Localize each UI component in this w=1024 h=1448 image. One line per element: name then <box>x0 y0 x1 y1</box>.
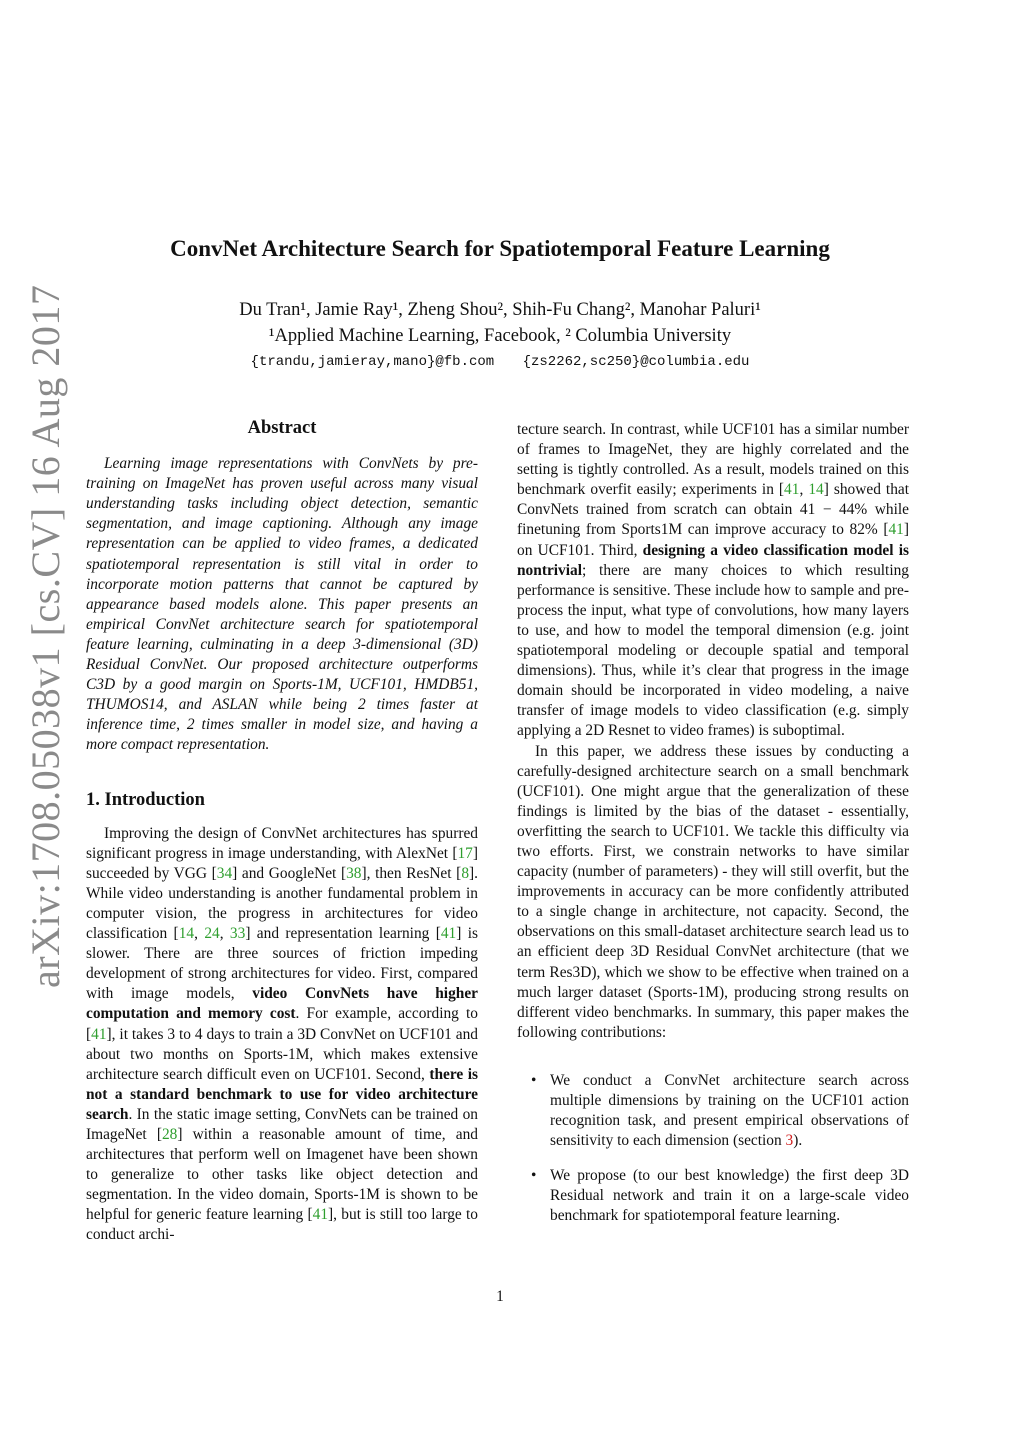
citation-link[interactable]: 24 <box>204 925 220 943</box>
citation-link[interactable]: 38 <box>346 864 362 882</box>
citation-link[interactable]: 41 <box>312 1206 329 1224</box>
email-group-columbia: {zs2262,sc250}@columbia.edu <box>522 354 750 370</box>
intro-paragraph-continued: tecture search. In contrast, while UCF101 has a similar number of frames to ImageNet, they are highly correlated and the setting is tightly controlled. As a result, models trained on this benchmark overfit easily; experiments in [41, 14] showed that ConvNets trained from scratch can obtain 41 − 44% while finetuning from Sports1M can improve accuracy to 82% [41] on UCF101. Third, designing a video classification model is nontrivial; there are many choices to which resulting performance is sensitive. These include how to sample and pre-process the input, what type of convolutions, how many layers to use, and how to model the temporal dimension (e.g. joint spatiotemporal modeling or decouple spatial and temporal dimensions). Thus, while it’s clear that progress in the image domain should be incorporated in video modeling, a naive transfer of image models to video classification (e.g. simply applying a 2D Resnet to video frames) is suboptimal. <box>517 421 910 740</box>
intro-paragraph-3: In this paper, we address these issues by conducting a carefully-designed architecture search on a small benchmark (UCF101). One might argue that the generalization of these findings is limited by the bias of the dataset - essentially, overfitting the search to UCF101. We tackle this difficulty via two efforts. First, we constrain networks to have similar capacity (number of parameters) - they will still overfit, but the improvements in accuracy can be more confidently attributed to a single change in architecture, not capacity. Second, the observations on this small-dataset architecture search lead us to an efficient deep 3D Residual ConvNet architecture (that we term Res3D), which we show to be effective when trained on a much larger dataset (Sports-1M), producing strong results on different video benchmarks. In summary, this paper makes the following contributions: <box>517 742 909 1041</box>
section-heading-introduction: 1. Introduction <box>86 789 205 810</box>
citation-link[interactable]: 14 <box>178 925 195 943</box>
citation-link[interactable]: 41 <box>91 1025 107 1043</box>
citation-link[interactable]: 8 <box>461 864 470 882</box>
citation-link[interactable]: 41 <box>440 925 457 943</box>
section-reference-link[interactable]: 3 <box>785 1132 794 1150</box>
bullet-icon: • <box>531 1071 537 1089</box>
author-list: Du Tran¹, Jamie Ray¹, Zheng Shou², Shih-Fu Chang², Manohar Paluri¹ <box>239 300 761 320</box>
paper-title: ConvNet Architecture Search for Spatiotemporal Feature Learning <box>170 236 830 261</box>
email-group-facebook: {trandu,jamieray,mano}@fb.com <box>250 354 495 370</box>
list-item: • We conduct a ConvNet architecture search across multiple dimensions by training on the UCF101 action recognition task, and present empirical observations of sensitivity to each dimension (section 3). <box>531 1071 909 1150</box>
right-column <box>517 420 909 1242</box>
abstract-heading: Abstract <box>247 418 317 438</box>
citation-link[interactable]: 17 <box>457 844 473 862</box>
left-column <box>86 418 478 1246</box>
citation-link[interactable]: 34 <box>216 864 233 882</box>
citation-link[interactable]: 14 <box>808 481 824 499</box>
abstract-text: Learning image representations with ConvNets by pre-training on ImageNet has proven useful across many visual understanding tasks including object detection, semantic segmentation, and image captioning. Although any image representation can be applied to video frames, a dedicated spatiotemporal representation is still vital in order to incorporate motion patterns that cannot be captured by appearance based models alone. This paper presents an empirical ConvNet architecture search for spatiotemporal feature learning, culminating in a deep 3-dimensional (3D) Residual ConvNet. Our proposed architecture outperforms C3D by a good margin on Sports-1M, UCF101, HMDB51, THUMOS14, and ASLAN while being 2 times faster at inference time, 2 times smaller in model size, and having a more compact representation. <box>86 455 478 754</box>
citation-link[interactable]: 41 <box>784 481 800 499</box>
contributions-list <box>517 1071 909 1227</box>
list-item: • We propose (to our best knowledge) the first deep 3D Residual network and train it on a large-scale video benchmark for spatiotemporal feature learning. <box>531 1167 909 1225</box>
affiliations: ¹Applied Machine Learning, Facebook, ² Columbia University <box>268 326 732 346</box>
bullet-icon: • <box>531 1167 537 1185</box>
citation-link[interactable]: 41 <box>888 521 904 539</box>
citation-link[interactable]: 33 <box>229 925 246 943</box>
citation-link[interactable]: 28 <box>161 1126 178 1143</box>
intro-paragraph-1: Improving the design of ConvNet architectures has spurred significant progress in image understanding, with AlexNet [17] succeeded by VGG [34] and GoogleNet [38], then ResNet [8]. While video understanding is another fundamental problem in computer vision, the progress in architectures for video classification [14, 24, 33] and representation learning [41] is slower. There are three sources of friction impeding development of strong architectures for video. First, compared with image models, video ConvNets have higher computation and memory cost. For example, according to [41], it takes 3 to 4 days to train a 3D ConvNet on UCF101 and about two months on Sports-1M, which makes extensive architecture search difficult even on UCF101. Second, there is not a standard benchmark to use for video architecture search. In the static image setting, ConvNets can be trained on ImageNet [28] within a reasonable amount of time, and architectures that perform well on Imagenet have been shown to generalize to other tasks like object detection and segmentation. In the video domain, Sports-1M is shown to be helpful for generic feature learning [41], but is still too large to conduct archi- <box>86 824 478 1244</box>
arxiv-stamp: arXiv:1708.05038v1 [cs.CV] 16 Aug 2017 <box>23 284 68 988</box>
author-emails <box>0 354 1000 370</box>
page-number: 1 <box>496 1288 504 1305</box>
